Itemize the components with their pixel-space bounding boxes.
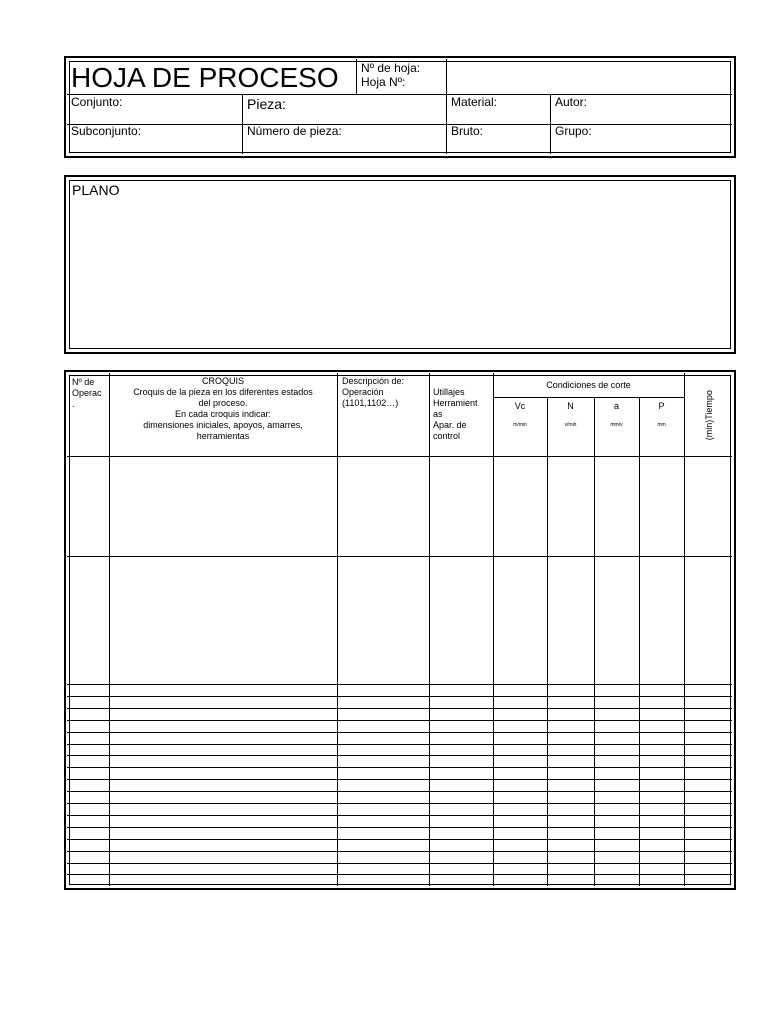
sheet-number-label: Nº de hoja: <box>361 61 421 75</box>
tooling-header: Herramient <box>433 398 478 408</box>
table-row-line <box>67 684 732 685</box>
n-header: N <box>567 401 574 411</box>
description-header: Operación <box>342 387 384 397</box>
page-title: HOJA DE PROCESO <box>71 62 339 93</box>
grupo-label: Grupo: <box>555 124 592 138</box>
plano-box <box>64 175 736 354</box>
croquis-instructions: En cada croquis indicar: <box>174 409 272 419</box>
table-row-line <box>67 744 732 745</box>
table-row-line <box>67 791 732 792</box>
op-number-header: Nº de <box>72 377 95 387</box>
table-row-line <box>67 851 732 852</box>
croquis-instructions: del proceso. <box>198 398 248 408</box>
table-column-line <box>109 373 110 886</box>
description-header: Descripción de: <box>342 376 405 386</box>
table-row-line <box>67 732 732 733</box>
table-row-line <box>67 827 732 828</box>
table-row-line <box>493 397 684 398</box>
croquis-title: CROQUIS <box>201 376 244 386</box>
table-row-line <box>67 755 732 756</box>
pieza-label: Pieza: <box>247 96 286 112</box>
table-row-line <box>67 803 732 804</box>
plano-label: PLANO <box>72 182 120 198</box>
conjunto-label: Conjunto: <box>71 95 123 109</box>
p-header: P <box>658 401 665 411</box>
process-table-inner <box>69 375 731 885</box>
table-row-line <box>67 874 732 875</box>
vc-unit: m/min <box>513 422 527 428</box>
table-row-line <box>67 767 732 768</box>
a-unit: mm/v <box>610 422 623 428</box>
table-row-line <box>67 863 732 864</box>
table-column-line <box>639 397 640 886</box>
subconjunto-label: Subconjunto: <box>71 124 142 138</box>
material-label: Material: <box>451 95 498 109</box>
croquis-instructions: herramientas <box>196 431 250 441</box>
autor-label: Autor: <box>555 95 588 109</box>
table-row-line <box>67 779 732 780</box>
op-number-header: . <box>72 399 75 409</box>
table-column-line <box>594 397 595 886</box>
table-column-line <box>337 373 338 886</box>
numero-pieza-label: Número de pieza: <box>247 124 342 138</box>
vc-header: Vc <box>514 401 526 411</box>
plano-area <box>69 180 731 349</box>
header-divider <box>356 59 357 94</box>
tooling-header: Apar. de <box>433 420 467 430</box>
header-divider <box>67 124 732 125</box>
table-row-line <box>67 815 732 816</box>
a-header: a <box>613 401 619 411</box>
op-number-header: Operac <box>72 388 102 398</box>
table-row-line <box>67 708 732 709</box>
cutting-conditions-header: Condiciones de corte <box>546 380 631 390</box>
table-row-line <box>67 720 732 721</box>
header-divider <box>446 59 447 154</box>
table-column-line <box>547 397 548 886</box>
sheet-of-label: Hoja Nº: <box>361 75 406 89</box>
croquis-instructions: dimensiones iniciales, apoyos, amarres, <box>143 420 303 430</box>
bruto-label: Bruto: <box>451 124 484 138</box>
table-row-line <box>67 456 732 457</box>
tooling-header: Utillajes <box>433 387 465 397</box>
header-divider <box>242 94 243 154</box>
description-header: (1101,1102…) <box>342 398 399 408</box>
croquis-instructions: Croquis de la pieza en los diferentes estados <box>133 387 313 397</box>
process-table <box>64 370 736 890</box>
tooling-header: as <box>433 409 443 419</box>
header-divider <box>550 94 551 154</box>
n-unit: v/min <box>564 422 577 428</box>
p-unit: mm <box>657 422 666 428</box>
table-column-line <box>493 373 494 886</box>
table-column-line <box>684 373 685 886</box>
table-row-line <box>67 556 732 557</box>
tooling-header: control <box>433 431 461 441</box>
table-row-line <box>67 839 732 840</box>
table-row-line <box>67 696 732 697</box>
table-column-line <box>429 373 430 886</box>
time-header: (min)Tiempo <box>703 390 714 441</box>
